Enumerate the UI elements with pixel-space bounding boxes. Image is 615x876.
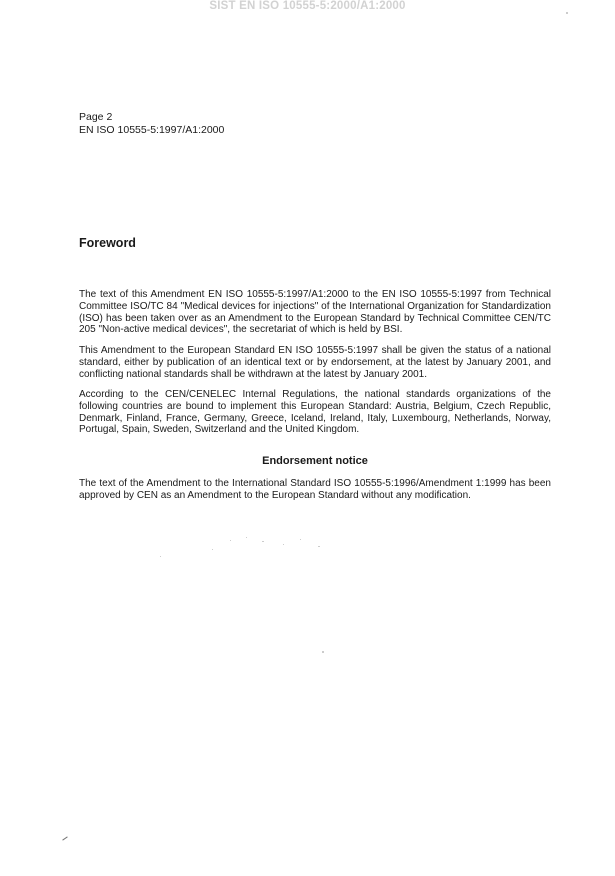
scan-speck xyxy=(566,12,568,14)
scan-speck xyxy=(212,549,213,550)
scan-speck xyxy=(318,546,320,547)
document-watermark: SIST EN ISO 10555-5:2000/A1:2000 xyxy=(209,0,406,12)
scan-speck xyxy=(230,540,231,541)
endorsement-paragraph: The text of the Amendment to the International Standard ISO 10555-5:1996/Amendment 1:1999 has been approved by CEN as an Amendment to the European Standard without any modification. xyxy=(79,478,551,501)
scan-mark xyxy=(62,836,67,840)
foreword-paragraph-3: According to the CEN/CENELEC Internal Regulations, the national standards organizations of the following countries are bound to implement this European Standard: Austria, Belgium, Czech Republic, Denmark, Finland, France, Germany, Greece, Iceland, Ireland, Italy, Luxembourg, Netherlands, Norway, Portugal, Spain, Sweden, Switzerland and the United Kingdom. xyxy=(79,389,551,436)
scan-speck xyxy=(262,541,264,542)
foreword-heading: Foreword xyxy=(79,236,136,250)
scan-speck xyxy=(283,544,284,545)
page-header xyxy=(79,111,224,137)
scan-speck xyxy=(160,556,161,557)
foreword-paragraph-1: The text of this Amendment EN ISO 10555-5:1997/A1:2000 to the EN ISO 10555-5:1997 from Technical Committee ISO/TC 84 "Medical devices for injections" of the International Organization for Standardization (ISO) has been taken over as an Amendment to the European Standard by Technical Committee CEN/TC 205 "Non-active medical devices", the secretariat of which is held by BSI. xyxy=(79,289,551,336)
document-reference: EN ISO 10555-5:1997/A1:2000 xyxy=(79,124,225,136)
foreword-paragraph-2: This Amendment to the European Standard EN ISO 10555-5:1997 shall be given the status of a national standard, either by publication of an identical text or by endorsement, at the latest by January 2001, and conflicting national standards shall be withdrawn at the latest by January 2001. xyxy=(79,345,551,380)
page-number: Page 2 xyxy=(79,111,113,123)
endorsement-heading: Endorsement notice xyxy=(262,455,368,467)
scan-speck xyxy=(300,539,301,540)
scan-speck xyxy=(246,537,247,538)
scan-speck xyxy=(322,651,324,653)
